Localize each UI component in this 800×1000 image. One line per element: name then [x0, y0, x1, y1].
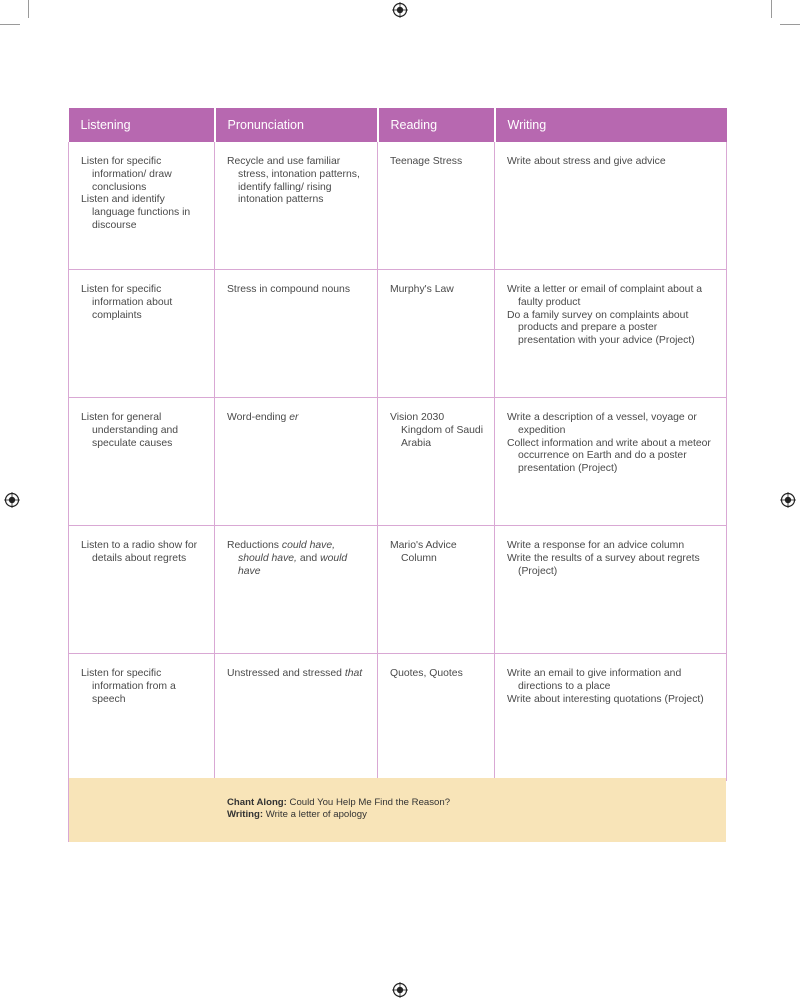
listening-item: Listen for specific information about complaints	[81, 284, 173, 321]
cell-writing	[495, 270, 727, 398]
cell-reading	[378, 270, 495, 398]
crop-mark	[780, 24, 800, 25]
cell-writing	[495, 142, 727, 270]
registration-mark-icon	[392, 982, 408, 998]
header-listening: Listening	[69, 108, 215, 142]
crop-mark	[0, 24, 20, 25]
pronunciation-item-em: could have, should have,	[238, 540, 336, 564]
listening-item: Listen for specific information/ draw conclusions	[81, 156, 172, 193]
registration-mark-icon	[780, 492, 796, 508]
cell-writing	[495, 398, 727, 526]
cell-pronunciation	[215, 398, 378, 526]
table-row	[69, 142, 727, 270]
writing-text: Write a letter of apology	[263, 809, 367, 820]
table-header-row	[69, 108, 727, 142]
table-row	[69, 526, 727, 654]
header-reading: Reading	[378, 108, 495, 142]
cell-listening	[69, 526, 215, 654]
pronunciation-item-text: Unstressed and stressed	[227, 668, 345, 679]
table-row	[69, 398, 727, 526]
chant-along-line	[227, 797, 450, 809]
cell-reading	[378, 526, 495, 654]
pronunciation-item-text: Word-ending	[227, 412, 290, 423]
reading-item: Teenage Stress	[390, 156, 463, 167]
writing-item: Collect information and write about a meteor occurrence on Earth and do a poster presentation (Project)	[507, 437, 711, 475]
pronunciation-item: Recycle and use familiar stress, intonation patterns, identify falling/ rising intonation patterns	[227, 156, 360, 206]
writing-item: Write a response for an advice column	[507, 540, 685, 551]
cell-reading	[378, 142, 495, 270]
cell-pronunciation	[215, 142, 378, 270]
cell-reading	[378, 654, 495, 782]
chant-along-text: Could You Help Me Find the Reason?	[286, 797, 451, 808]
writing-item: Write about stress and give advice	[507, 156, 666, 167]
writing-item: Do a family survey on complaints about products and prepare a poster presentation with your advice (Project)	[507, 309, 695, 347]
pronunciation-item-em: er	[289, 412, 299, 423]
header-writing: Writing	[495, 108, 727, 142]
cell-writing	[495, 654, 727, 782]
pronunciation-item-em: that	[344, 668, 363, 679]
cell-pronunciation	[215, 654, 378, 782]
footer-summary-box	[68, 778, 726, 842]
chant-along-label: Chant Along:	[227, 797, 287, 808]
listening-item: Listen and identify language functions in discourse	[81, 194, 191, 231]
pronunciation-item-text2: and	[296, 552, 321, 564]
reading-item: Vision 2030 Kingdom of Saudi Arabia	[390, 412, 484, 449]
cell-pronunciation	[215, 526, 378, 654]
crop-mark	[28, 0, 29, 18]
writing-line	[227, 809, 450, 821]
cell-listening	[69, 654, 215, 782]
pronunciation-item: Stress in compound nouns	[227, 284, 351, 295]
table-row	[69, 654, 727, 782]
writing-item: Write an email to give information and directions to a place	[507, 668, 682, 692]
crop-mark	[771, 0, 772, 18]
footer-text	[227, 797, 450, 821]
pronunciation-item	[227, 412, 367, 425]
listening-item: Listen for general understanding and speculate causes	[81, 412, 179, 449]
header-pronunciation: Pronunciation	[215, 108, 378, 142]
pronunciation-item	[227, 540, 367, 578]
reading-item: Mario's Advice Column	[390, 540, 457, 564]
cell-writing	[495, 526, 727, 654]
listening-item: Listen for specific information from a speech	[81, 668, 176, 705]
listening-item: Listen to a radio show for details about regrets	[81, 540, 198, 564]
syllabus-table	[68, 108, 727, 781]
reading-item: Murphy's Law	[390, 284, 454, 295]
cell-pronunciation	[215, 270, 378, 398]
registration-mark-icon	[4, 492, 20, 508]
pronunciation-item-em2: would have	[238, 552, 348, 577]
writing-item: Write the results of a survey about regrets (Project)	[507, 552, 700, 577]
writing-label: Writing:	[227, 809, 264, 820]
pronunciation-item-text: Reductions	[227, 540, 282, 551]
writing-item: Write a letter or email of complaint about a faulty product	[507, 284, 703, 308]
cell-listening	[69, 142, 215, 270]
reading-item: Quotes, Quotes	[390, 668, 463, 679]
registration-mark-icon	[392, 2, 408, 18]
writing-item: Write a description of a vessel, voyage or expedition	[507, 412, 697, 436]
cell-listening	[69, 398, 215, 526]
writing-item: Write about interesting quotations (Project)	[507, 693, 704, 705]
cell-listening	[69, 270, 215, 398]
pronunciation-item	[227, 668, 367, 681]
cell-reading	[378, 398, 495, 526]
table-row	[69, 270, 727, 398]
